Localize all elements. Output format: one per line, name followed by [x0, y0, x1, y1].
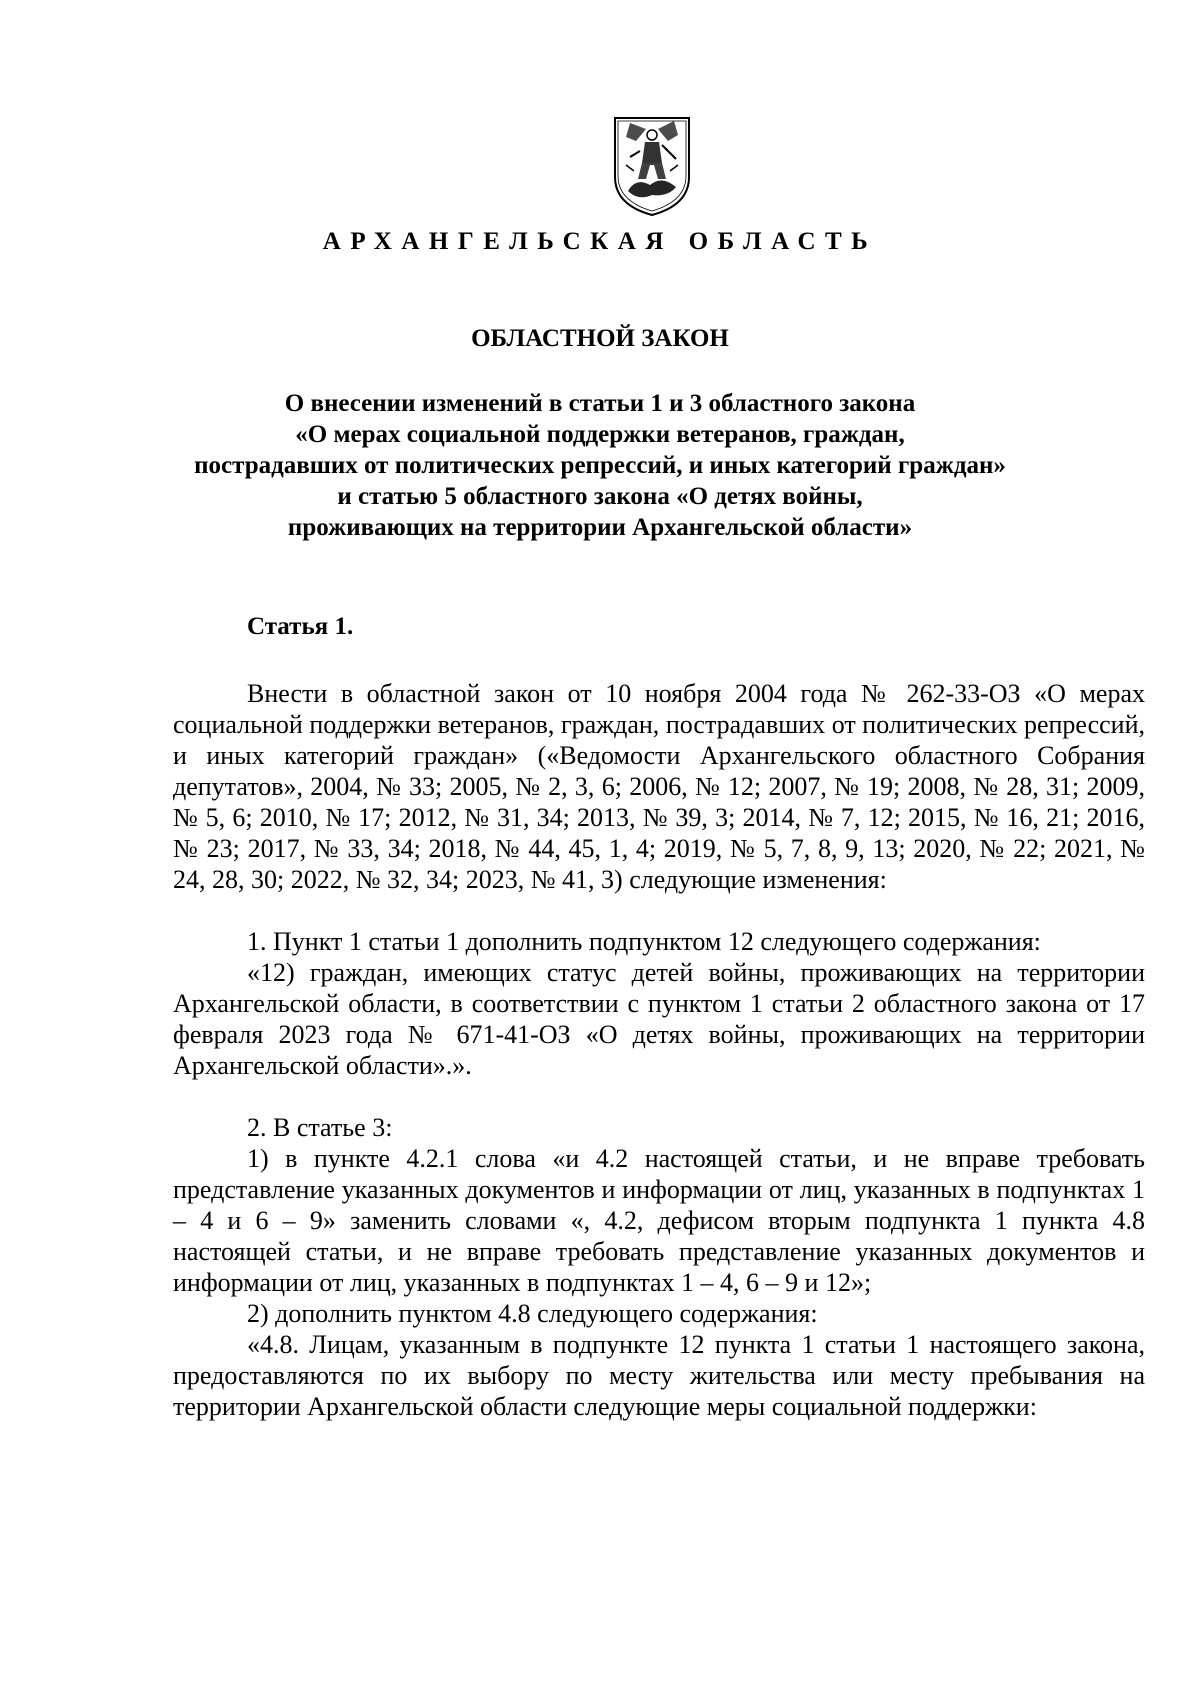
- law-title-line: пострадавших от политических репрессий, и иных категорий граждан»: [194, 452, 1006, 479]
- article-heading: Статья 1.: [247, 613, 354, 640]
- document-type: ОБЛАСТНОЙ ЗАКОН: [471, 325, 729, 352]
- law-title-line: «О мерах социальной поддержки ветеранов, граждан,: [295, 421, 905, 448]
- article-paragraph: «12) граждан, имеющих статус детей войны, проживающих на территории Архангельской области, в соответствии с пунктом 1 статьи 2 областного закона от 17 февраля 2023 года № 671-41-ОЗ «О детях войны, проживающих на территории Архангельской области».».: [173, 958, 1145, 1080]
- article-paragraph: 1. Пункт 1 статьи 1 дополнить подпунктом 12 следующего содержания:: [247, 927, 1041, 956]
- article-paragraph: «4.8. Лицам, указанным в подпункте 12 пункта 1 статьи 1 настоящего закона, предоставляются по их выбору по месту жительства или месту пребывания на территории Архангельской области следующие меры социальной поддержки:: [173, 1330, 1145, 1421]
- article-paragraph: 1) в пункте 4.2.1 слова «и 4.2 настоящей статьи, и не вправе требовать представление указанных документов и информации от лиц, указанных в подпунктах 1 – 4 и 6 – 9» заменить словами «, 4.2, дефисом вторым подпункта 1 пункта 4.8 настоящей статьи, и не вправе требовать представление указанных документов и информации от лиц, указанных в подпунктах 1 – 4, 6 – 9 и 12»;: [173, 1144, 1145, 1297]
- arkhangelsk-coat-of-arms-icon: [612, 115, 692, 218]
- article-paragraph: 2. В статье 3:: [247, 1113, 393, 1142]
- law-title: [160, 388, 1040, 543]
- law-title-line: О внесении изменений в статьи 1 и 3 областного закона: [284, 390, 916, 417]
- article-paragraph: Внести в областной закон от 10 ноября 2004 года № 262-33-ОЗ «О мерах социальной поддержки ветеранов, граждан, пострадавших от политических репрессий, и иных категорий граждан» («Ведомости Архангельского областного Собрания депутатов», 2004, № 33; 2005, № 2, 3, 6; 2006, № 12; 2007, № 19; 2008, № 28, 31; 2009, № 5, 6; 2010, № 17; 2012, № 31, 34; 2013, № 39, 3; 2014, № 7, 12; 2015, № 16, 21; 2016, № 23; 2017, № 33, 34; 2018, № 44, 45, 1, 4; 2019, № 5, 7, 8, 9, 13; 2020, № 22; 2021, № 24, 28, 30; 2022, № 32, 34; 2023, № 41, 3) следующие изменения:: [173, 679, 1145, 894]
- region-name: АРХАНГЕЛЬСКАЯ ОБЛАСТЬ: [322, 228, 878, 255]
- law-title-line: и статью 5 областного закона «О детях войны,: [337, 483, 863, 510]
- article-paragraph: 2) дополнить пунктом 4.8 следующего содержания:: [247, 1299, 818, 1328]
- law-title-line: проживающих на территории Архангельской области»: [287, 514, 913, 541]
- article-body: [173, 678, 1145, 1422]
